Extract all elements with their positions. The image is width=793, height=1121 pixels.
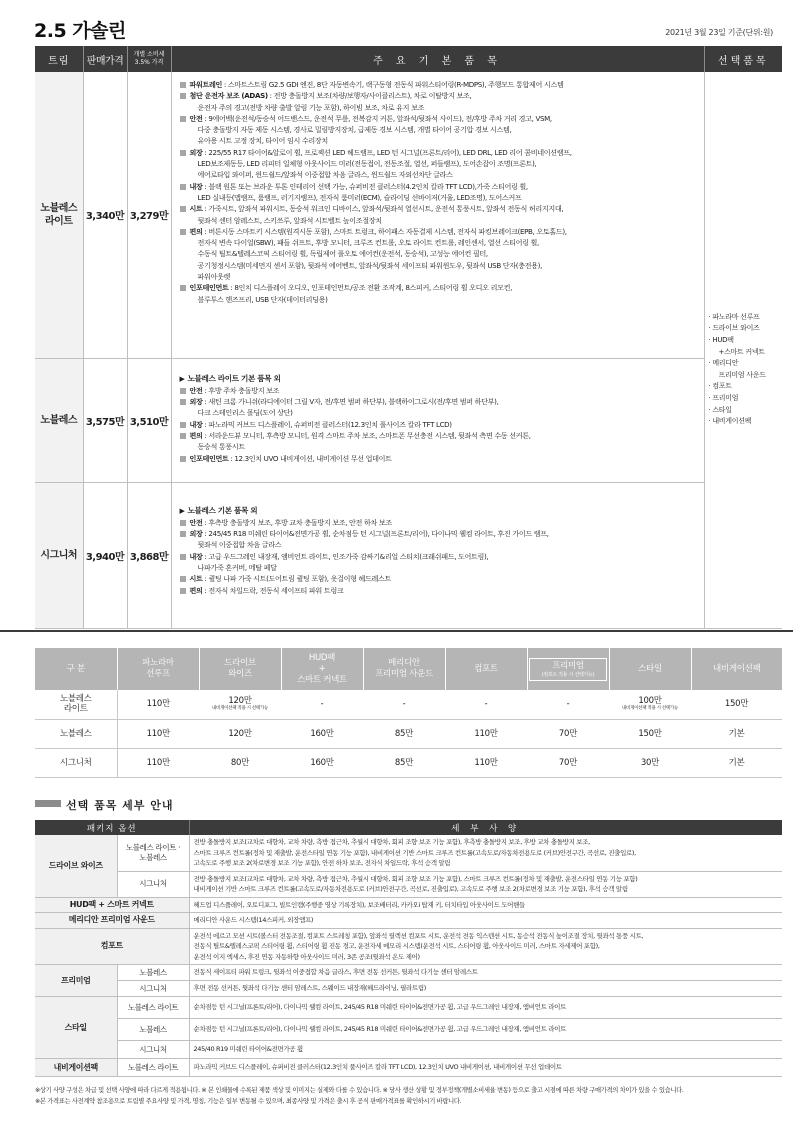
option-item: · 드라이브 와이즈	[708, 324, 760, 333]
option-price-table	[35, 648, 782, 778]
price-cell: 160만	[281, 719, 363, 748]
price-cell: 120만	[199, 719, 281, 748]
feature-category: 파워트레인	[189, 80, 223, 89]
header-tax-line2: 3.5% 가격	[134, 59, 164, 66]
price-cell: 110만	[117, 719, 199, 748]
feature-line: 유아용 시트 고정 장치, 타이어 임시 수리장치	[197, 136, 328, 146]
pkg-desc: 245/40 R19 미쉐린 타이어&전면가공 휠	[189, 1041, 782, 1059]
feature-line	[180, 517, 700, 528]
feature-line: 블루투스 핸즈프리, USB 단자(데이터리딩용)	[197, 294, 328, 304]
price-row-trim: 시그니처	[35, 748, 117, 777]
feature-line	[180, 385, 700, 396]
feature-category: 시트	[189, 574, 203, 584]
feature-category: 안전	[189, 113, 203, 123]
price-cell: 110만	[117, 690, 199, 719]
heading-bar	[35, 800, 61, 807]
feature-category: 인포테인먼트	[189, 453, 229, 463]
feature-text: : 고급 우드그레인 내장재, 앰비언트 라이트, 인조가죽 감싸기&리얼 스티치(크래쉬패드, 도어트림),	[202, 551, 489, 561]
feature-category: 외장	[189, 529, 203, 539]
price-cell: 160만	[281, 748, 363, 777]
feature-category: 내장	[189, 419, 203, 429]
pkg-meridian: 메리디안 프리미엄 사운드	[35, 913, 189, 929]
pkg-desc: 파노라믹 커브드 디스플레이, 슈퍼비전 클러스터(12.3인치 풀사이즈 칼라 TFT LCD), 12.3인치 UVO 내비게이션, 내비게이션 무선 업데이트	[189, 1059, 782, 1077]
feature-category: 편의	[189, 226, 203, 236]
feature-line: 나파가죽 혼커버, 메탈 페달	[197, 562, 277, 572]
feature-line	[180, 453, 700, 464]
feature-category: 시트	[189, 204, 203, 214]
detail-row	[35, 1019, 782, 1041]
price-row-trim: 노블레스 라이트	[35, 690, 117, 719]
price-header-comfort: 컴포트	[445, 648, 527, 690]
feature-line: 다크 스테인리스 몰딩(도어 상단)	[197, 408, 293, 418]
triangle-icon: ▶	[179, 506, 185, 515]
feature-category: 내장	[189, 181, 203, 191]
feature-line	[180, 419, 700, 430]
feature-text: : 245/45 R18 미쉐린 타이어&전면가공 휠, 순차점등 턴 시그널(프론트/리어), 다이나믹 웰컴 라이트, 후진 가이드 램프,	[202, 529, 549, 539]
price-cell: 85만	[363, 719, 445, 748]
price-cell: -	[445, 690, 527, 719]
footnote-line: ※본 가격표는 사전계약 참조용으로 트림별 주요사양 및 가격, 명칭, 기능은 일부 변동될 수 있으며, 최종사양 및 가격은 출시 후 공식 판매가격표를 확인하시기 바랍니다.	[35, 1097, 462, 1105]
header-features: 주 요 기 본 품 목	[171, 46, 704, 72]
trim-row-signature	[35, 482, 782, 628]
price-header-navi: 내비게이션팩	[691, 648, 782, 690]
pkg-desc: 메리디안 사운드 시스템(14스피커, 외장앰프)	[189, 913, 782, 929]
detail-header-package: 패키지 옵션	[35, 820, 189, 835]
option-price-row	[35, 719, 782, 748]
pkg-drive-wise: 드라이브 와이즈	[35, 835, 117, 897]
price-header-style: 스타일	[609, 648, 691, 690]
feature-line	[180, 147, 700, 158]
trim-row-noblesse-lite	[35, 72, 782, 358]
trim-table	[35, 46, 782, 629]
option-item: · 메리디안	[708, 359, 739, 368]
pkg-desc: 헤드업 디스플레이, 오토디포그, 빌트인캠(주행중 영상 기록장치), 보조배터리, 카카오i 탑재 키, 터치타입 아웃사이드 도어핸들	[189, 897, 782, 913]
feature-category: 안전	[189, 517, 203, 527]
detail-header	[35, 820, 782, 835]
price-date: 2021년 3월 23일 기준(단위:원)	[665, 28, 773, 37]
feature-text: : 퀼팅 나파 가죽 시트(도어트림 퀼팅 포함), 옷걸이형 헤드레스트	[202, 574, 392, 584]
option-item: 프리미엄 사운드	[718, 370, 766, 379]
feature-line	[180, 203, 700, 214]
triangle-icon: ▶	[179, 374, 185, 383]
detail-row	[35, 1059, 782, 1077]
price-cell: 80만	[199, 748, 281, 777]
feature-line	[180, 528, 700, 539]
trim-name: 노블레스 라이트	[35, 72, 83, 358]
feature-category: 첨단 운전자 보조 (ADAS)	[189, 91, 268, 101]
feature-line: 뒷좌석 센터 암레스트, 스키쓰루, 앞좌석 시트벨트 높이조절장치	[197, 215, 382, 225]
feature-text: : 파노라믹 커브드 디스플레이, 슈퍼비전 클러스터(12.3인치 풀사이즈 칼라 TFT LCD)	[202, 419, 452, 429]
feature-subtitle: ▶ 노블레스 라이트 기본 품목 외	[179, 373, 281, 383]
feature-text: : 후방 주차 충돌방지 보조	[202, 385, 280, 395]
option-price-row	[35, 748, 782, 777]
option-items	[709, 312, 783, 428]
feature-line	[180, 551, 700, 562]
feature-category: 인포테인먼트	[189, 283, 229, 293]
feature-line: 운전자 주의 경고(전방 차량 출발 알림 기능 포함), 하이빔 보조, 차로 유지 보조	[197, 102, 425, 112]
feature-category: 편의	[189, 585, 203, 595]
pkg-navi: 내비게이션팩	[35, 1059, 117, 1077]
pkg-sub-trim: 시그니처	[117, 1041, 189, 1059]
option-price-row	[35, 690, 782, 719]
pkg-desc: 전동식 세이프티 파워 트렁크, 뒷좌석 이중접합 차음 글라스, 후면 전동 선커튼, 뒷좌석 다기능 센터 암레스트	[189, 965, 782, 981]
detail-row	[35, 871, 782, 897]
feature-category: 편의	[189, 430, 203, 440]
price-header-hud: HUD팩 + 스마트 커넥트	[281, 648, 363, 690]
price-cell: 100만 내비게이션팩 적용 시 선택가능	[609, 690, 691, 719]
trim-price: 3,340만	[83, 72, 127, 358]
feature-line: 수동식 틸트&텔레스코픽 스티어링 휠, 독립제어 풀오토 에어컨(운전석, 동승석), 고성능 에어컨 필터,	[197, 249, 488, 259]
feature-line	[180, 396, 700, 407]
detail-row	[35, 1041, 782, 1059]
price-header-category: 구 분	[35, 648, 117, 690]
price-row-trim: 노블레스	[35, 719, 117, 748]
feature-line	[180, 573, 700, 584]
detail-row	[35, 981, 782, 997]
price-cell: -	[281, 690, 363, 719]
trim-price: 3,940만	[83, 482, 127, 628]
header-tax-line1: 개별 소비세	[133, 51, 165, 58]
feature-line: 파워아웃렛	[197, 272, 231, 282]
feature-line: 동승석 통풍시트	[197, 442, 245, 452]
price-cell: 150만	[609, 719, 691, 748]
feature-text: : 가죽시트, 앞좌석 파워시트, 동승석 워크인 디바이스, 앞좌석/뒷좌석 열선시트, 운전석 통풍시트, 앞좌석 전동식 허리지지대,	[202, 204, 564, 214]
feature-line	[180, 430, 700, 441]
feature-text: : 스마트스트림 G2.5 GDI 엔진, 8단 자동변속기, 랙구동형 전동식 파워스티어링(R-MDPS), 주행모드 통합제어 시스템	[222, 80, 564, 89]
feature-list	[171, 482, 704, 628]
price-cell: 110만	[117, 748, 199, 777]
feature-category: 내장	[189, 551, 203, 561]
header-tax-price	[127, 46, 171, 72]
pkg-sub-trim: 노블레스	[117, 1019, 189, 1041]
pkg-sub-trim: 노블레스 라이트 · 노블레스	[117, 835, 189, 871]
feature-text: : 225/55 R17 타이어&알로이 휠, 프로젝션 LED 헤드램프, LED 턴 시그널(프론트/리어), LED DRL, LED 리어 콤비네이션램프,	[202, 147, 572, 157]
feature-line: 공기청정시스템(미세먼지 센서 포함), 뒷좌석 에어벤트, 앞좌석/뒷좌석 세이프티 파워윈도우, 뒷좌석 USB 단자(충전용),	[197, 260, 543, 270]
feature-category: 외장	[189, 147, 203, 157]
price-cell: -	[363, 690, 445, 719]
feature-text: : 12.3인치 UVO 내비게이션, 내비게이션 무선 업데이트	[228, 453, 392, 463]
feature-line: 다중 충돌방지 자동 제동 시스템, 경사로 밀림방지장치, 급제동 경보 시스템, 개별 타이어 공기압 경보 시스템,	[197, 125, 512, 135]
pkg-hud: HUD팩 + 스마트 커넥트	[35, 897, 189, 913]
feature-text: : 전방 충돌방지 보조(차량/보행자/사이클리스트), 차로 이탈방지 보조,	[267, 91, 472, 101]
trim-price: 3,575만	[83, 358, 127, 482]
page-title: 2.5 가솔린	[34, 20, 126, 42]
option-item: · 프리미엄	[708, 393, 739, 402]
price-cell: 150만	[691, 690, 782, 719]
pkg-sub-trim: 시그니처	[117, 981, 189, 997]
feature-line	[180, 90, 700, 101]
pkg-style: 스타일	[35, 997, 117, 1059]
footnote-line: ※상기 사양 구성은 차급 및 선택 사양에 따라 다르게 적용됩니다. ※ 본 인쇄물에 수록된 제품 색상 및 이미지는 실제와 다를 수 있습니다. ※ 당사 생산 상황 및 정부정책(개별소비세율 변동) 등으로 출고 시점에 따른 차량 구매가격의 차이가 있을 수 있습니다.	[35, 1087, 684, 1094]
header-trim: 트림	[35, 46, 83, 72]
trim-tax-price: 3,279만	[127, 72, 171, 358]
option-detail-table	[35, 820, 782, 1077]
feature-line: 에어로타입 와이퍼, 윈드쉴드/앞좌석 이중접합 차음 글라스, 윈드쉴드 자외선차단 글라스	[197, 170, 453, 180]
pkg-comfort: 컴포트	[35, 928, 189, 965]
detail-row	[35, 928, 782, 965]
trim-tax-price: 3,868만	[127, 482, 171, 628]
feature-line: LED 실내등(맵램프, 룸램프, 러기지램프), 전자식 룸미러(ECM), 슬라이딩 선바이저(거울, LED조명), 도어스커프	[197, 192, 522, 202]
option-item: · 내비게이션팩	[708, 417, 752, 426]
price-cell: 110만	[445, 719, 527, 748]
feature-category: 안전	[189, 385, 203, 395]
price-cell: 110만	[445, 748, 527, 777]
option-item: +스마트 커넥트	[718, 347, 765, 356]
option-item: · 컴포트	[708, 382, 732, 391]
feature-line	[180, 282, 700, 293]
option-item: · 스타일	[708, 405, 732, 414]
price-header-meridian: 메리디안 프리미엄 사운드	[363, 648, 445, 690]
feature-line	[180, 79, 700, 90]
price-cell: 기본	[691, 748, 782, 777]
pkg-sub-trim: 노블레스 라이트	[117, 1059, 189, 1077]
trim-row-noblesse	[35, 358, 782, 482]
detail-row	[35, 897, 782, 913]
feature-text: : 9에어백(운전석/동승석 어드밴스드, 운전석 무릎, 전복감지 커튼, 앞좌석/뒷좌석 사이드), 전/후방 주차 거리 경고, VSM,	[202, 113, 552, 123]
detail-row	[35, 913, 782, 929]
feature-line: 뒷좌석 이중접합 차음 글라스	[197, 540, 282, 550]
feature-line	[180, 113, 700, 124]
price-cell: 70만	[527, 748, 609, 777]
detail-row	[35, 965, 782, 981]
pkg-sub-trim: 노블레스	[117, 965, 189, 981]
pkg-desc: 후면 전동 선커튼, 뒷좌석 다기능 센터 암레스트, 스웨이드 내장재(헤드라이닝, 필라트림)	[189, 981, 782, 997]
feature-text: : 8인치 디스플레이 오디오, 인포테인먼트/공조 전환 조작계, 8스피커, 스티어링 휠 오디오 리모컨,	[228, 283, 512, 293]
feature-line: 전자식 변속 다이얼(SBW), 패들 쉬프트, 후방 모니터, 크루즈 컨트롤, 오토 라이트 컨트롤, 레인센서, 열선 스티어링 휠,	[197, 238, 539, 248]
option-item: · 파노라마 선루프	[708, 312, 760, 321]
price-header-sunroof: 파노라마 선루프	[117, 648, 199, 690]
detail-header-spec: 세 부 사 양	[189, 820, 782, 835]
price-cell: 30만	[609, 748, 691, 777]
price-cell: 기본	[691, 719, 782, 748]
pkg-sub-trim: 노블레스 라이트	[117, 997, 189, 1019]
feature-list	[171, 72, 704, 358]
pkg-desc: 전방 충돌방지 보조(교차로 대향차, 교차 차량, 측방 접근차, 추월시 대향차, 회피 조향 보조 기능 포함), 스마트 크루즈 컨트롤(정차 및 재출발, 운전스타일 연동 기능 포함) 내비게이션 기반 스마트 크루즈 컨트롤(고속도로/자동차전용도로 (커브)안전구간, 곡선로, 진출입로), 고속도로 주행 보조 2(차로변경 보조 기능 포함), 후석 승객 알림	[189, 871, 782, 897]
option-item: · HUD팩	[708, 335, 734, 344]
option-list	[704, 72, 782, 628]
trim-table-header	[35, 46, 782, 72]
pkg-desc: 전방 충돌방지 보조(교차로 대향차, 교차 차량, 측방 접근차, 추월시 대향차, 회피 조향 보조 기능 포함), 후측방 충돌방지 보조, 후방 교차 충돌방지 보조, 스마트 크루즈 컨트롤(정차 및 재출발, 운전스타일 연동 기능 포함), 내비게이션 기반 스마트 크루즈 컨트롤(고속도로/자동차전용도로 (커브)안전구간, 곡선로, 진출입로), 고속도로 주행 보조 2(차로변경 보조 기능 포함), 안전 하차 보조, 전자식 차일드락, 후석 승객 알림	[189, 835, 782, 871]
price-cell: 120만 내비게이션팩 적용 시 선택가능	[199, 690, 281, 719]
feature-line: LED보조제동등, LED 리피터 일체형 아웃사이드 미러(전동접이, 전동조절, 열선, 퍼들램프), 도어손잡이 조명(프론트),	[197, 159, 537, 169]
feature-subtitle: ▶ 노블레스 기본 품목 외	[179, 505, 258, 515]
trim-name: 노블레스	[35, 358, 83, 482]
price-cell: -	[527, 690, 609, 719]
section-divider	[0, 630, 793, 632]
feature-text: : 후측방 충돌방지 보조, 후방 교차 충돌방지 보조, 안전 하차 보조	[202, 517, 392, 527]
pkg-desc: 운전석 에르고 모션 시트(볼스터 전동조절, 컴포트 스트레칭 포함), 앞좌석 릴렉션 컴포트 시트, 운전석 전동 익스텐션 시트, 동승석 전동식 높이조절 장치, 뒷좌석 통풍 시트, 전동식 틸트&텔레스코픽 스티어링 휠, 스티어링 휠 진동 경고, 운전자세 메모리 시스템(운전석 시트, 스티어링 휠, 아웃사이드 미러, 스마트 자세제어 포함), 운전석 이지 엑세스, 후진 연동 자동하향 아웃사이드 미러, 3존 공조(뒷좌석 온도 제어)	[189, 928, 782, 965]
price-cell: 70만	[527, 719, 609, 748]
feature-text: : 블랙 원톤 또는 브라운 투톤 인테리어 선택 가능, 슈퍼비전 클러스터(4.2인치 칼라 TFT LCD),가죽 스티어링 휠,	[202, 181, 528, 191]
feature-text: : 버튼시동 스마트키 시스템(원격시동 포함), 스마트 트렁크, 하이패스 자동결제 시스템, 전자식 파킹브레이크(EPB, 오토홀드),	[202, 226, 567, 236]
feature-category: 외장	[189, 397, 203, 407]
detail-row	[35, 835, 782, 871]
price-header-premium: 프리미엄 (컴포트 적용 시 선택가능)	[527, 648, 609, 690]
detail-row	[35, 997, 782, 1019]
feature-line	[180, 585, 700, 596]
price-cell: 85만	[363, 748, 445, 777]
pkg-desc: 순차점등 턴 시그널(프론트/리어), 다이나믹 웰컴 라이트, 245/45 R18 미쉐린 타이어&전면가공 휠, 고급 우드그레인 내장재, 앰비언트 라이트	[189, 997, 782, 1019]
trim-name: 시그니처	[35, 482, 83, 628]
feature-text: : 서라운드뷰 모니터, 후측방 모니터, 원격 스마트 주차 보조, 스마트폰 무선충전 시스템, 뒷좌석 측면 수동 선커튼,	[202, 430, 531, 440]
trim-tax-price: 3,510만	[127, 358, 171, 482]
pkg-desc: 순차점등 턴 시그널(프론트/리어), 다이나믹 웰컴 라이트, 245/45 R18 미쉐린 타이어&전면가공 휠, 고급 우드그레인 내장재, 앰비언트 라이트	[189, 1019, 782, 1041]
price-header-drivewise: 드라이브 와이즈	[199, 648, 281, 690]
feature-line	[180, 181, 700, 192]
header-options: 선택품목	[704, 46, 782, 72]
detail-heading: 선택 품목 세부 안내	[66, 799, 174, 812]
feature-text: : 새틴 크롬 가니쉬(라디에이터 그릴 V자, 전/후면 범퍼 하단부), 블랙하이그로시(전/후면 범퍼 하단부),	[202, 397, 499, 407]
pkg-sub-trim: 시그니처	[117, 871, 189, 897]
header-price: 판매가격	[83, 46, 127, 72]
feature-list	[171, 358, 704, 482]
pkg-premium: 프리미엄	[35, 965, 117, 997]
feature-text: : 전자식 차일드락, 전동식 세이프티 파워 트렁크	[202, 585, 344, 595]
feature-line	[180, 226, 700, 237]
footnotes	[35, 1086, 684, 1107]
option-price-header	[35, 648, 782, 690]
